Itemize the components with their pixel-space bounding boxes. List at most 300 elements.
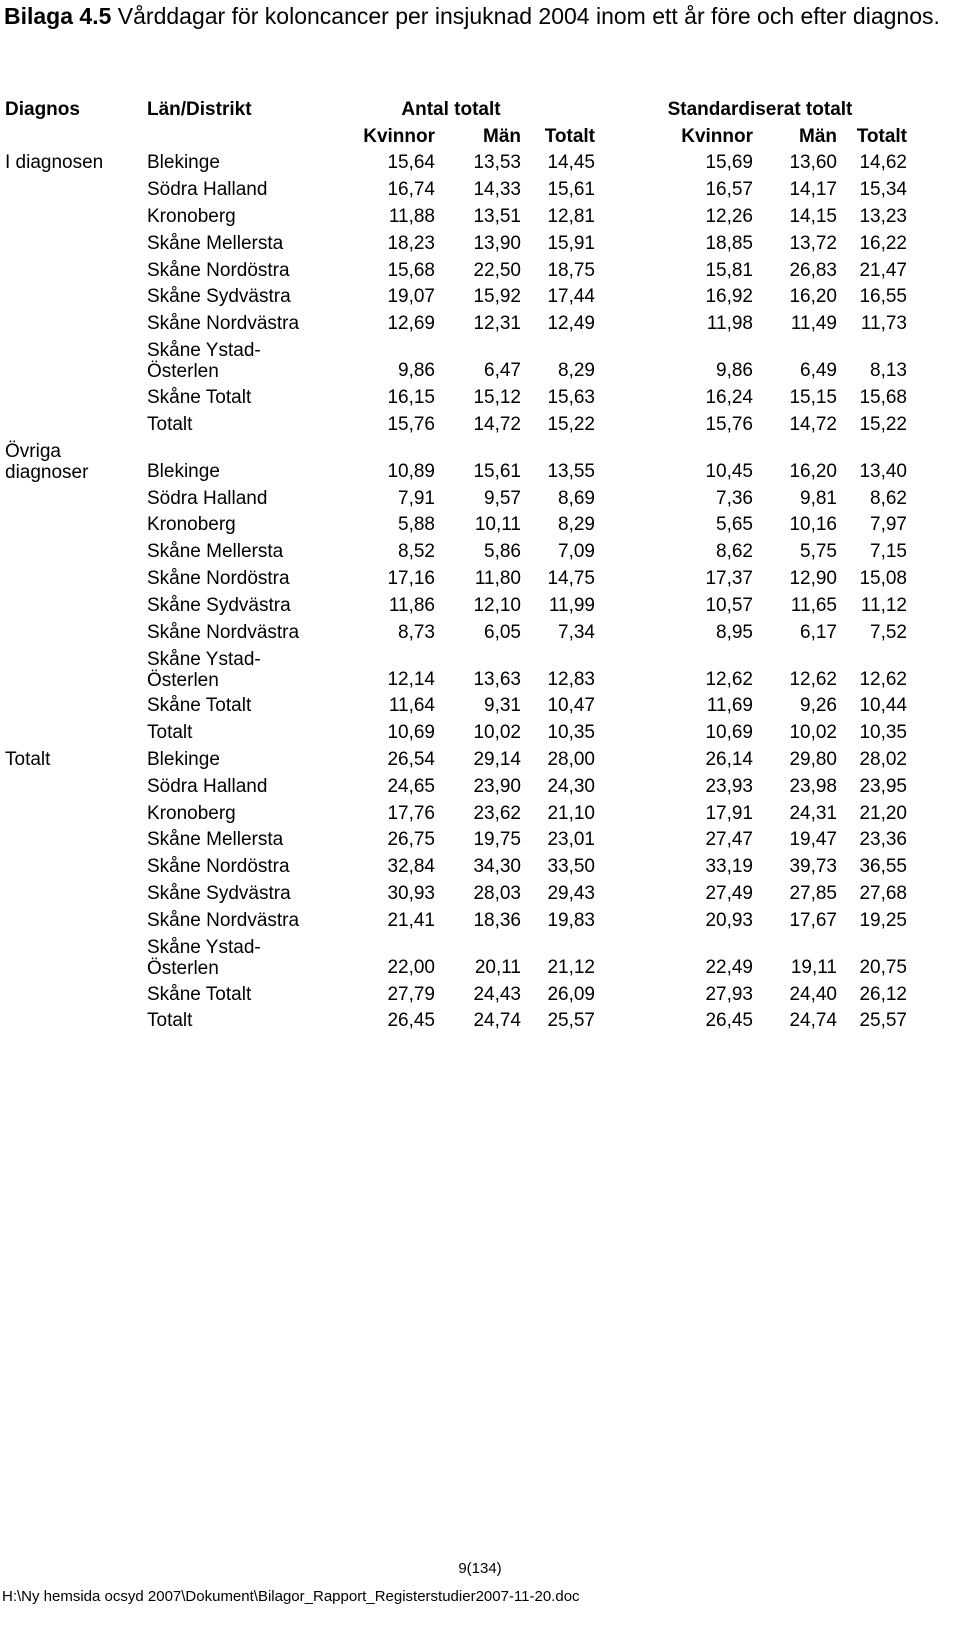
table-row — [5, 590, 907, 617]
table-row — [5, 510, 907, 537]
region-name: Skåne Nordvästra — [147, 909, 300, 931]
value-man: 13,51 — [473, 205, 521, 227]
header-antal-totalt: Antal totalt — [401, 98, 501, 120]
value-totalt: 25,57 — [547, 1010, 595, 1032]
table-header — [5, 94, 907, 148]
value-std-man: 24,31 — [789, 802, 837, 824]
value-std-man: 19,47 — [789, 829, 837, 851]
value-kvinnor: 10,69 — [387, 722, 435, 744]
table-row — [5, 825, 907, 852]
value-man: 24,43 — [473, 983, 521, 1005]
table-row — [5, 744, 907, 771]
value-std-man: 24,74 — [789, 1010, 837, 1032]
table-row — [5, 335, 907, 382]
header-std-man: Män — [799, 125, 837, 147]
value-totalt: 24,30 — [547, 775, 595, 797]
value-kvinnor: 32,84 — [387, 856, 435, 878]
value-totalt: 21,10 — [547, 802, 595, 824]
value-std-kvinnor: 16,57 — [705, 179, 753, 201]
value-kvinnor: 9,86 — [398, 360, 435, 382]
region-name: Södra Halland — [147, 775, 268, 797]
value-std-totalt: 15,68 — [859, 386, 907, 408]
value-std-kvinnor: 10,45 — [705, 460, 753, 482]
region-name: Skåne Mellersta — [147, 232, 284, 254]
value-totalt: 15,63 — [547, 386, 595, 408]
table-row — [5, 148, 907, 175]
region-name: Skåne Mellersta — [147, 829, 284, 851]
value-std-man: 14,15 — [789, 205, 837, 227]
value-man: 10,02 — [473, 722, 521, 744]
region-name: Skåne Nordöstra — [147, 567, 290, 589]
value-kvinnor: 26,75 — [387, 829, 435, 851]
value-man: 29,14 — [473, 748, 521, 770]
region-name: Skåne Sydvästra — [147, 882, 291, 904]
value-totalt: 10,35 — [547, 722, 595, 744]
value-totalt: 14,75 — [547, 567, 595, 589]
header-empty — [5, 121, 147, 148]
value-kvinnor: 26,54 — [387, 748, 435, 770]
value-kvinnor: 27,79 — [387, 983, 435, 1005]
value-std-man: 9,81 — [800, 487, 837, 509]
value-kvinnor: 17,16 — [387, 567, 435, 589]
value-std-totalt: 21,20 — [859, 802, 907, 824]
value-man: 12,31 — [473, 313, 521, 335]
value-std-totalt: 19,25 — [859, 909, 907, 931]
region-name: Totalt — [147, 1010, 193, 1032]
table-row — [5, 174, 907, 201]
value-std-totalt: 10,35 — [859, 722, 907, 744]
value-std-kvinnor: 33,19 — [705, 856, 753, 878]
value-kvinnor: 24,65 — [387, 775, 435, 797]
value-std-totalt: 15,22 — [859, 413, 907, 435]
value-std-kvinnor: 10,57 — [705, 594, 753, 616]
value-std-man: 23,98 — [789, 775, 837, 797]
value-totalt: 26,09 — [547, 983, 595, 1005]
value-man: 18,36 — [473, 909, 521, 931]
table-row — [5, 436, 907, 483]
value-std-kvinnor: 17,91 — [705, 802, 753, 824]
table-row — [5, 483, 907, 510]
region-name: Blekinge — [147, 460, 220, 482]
value-totalt: 8,29 — [558, 514, 595, 536]
table-row — [5, 1006, 907, 1033]
value-totalt: 8,69 — [558, 487, 595, 509]
header-kvinnor: Kvinnor — [363, 125, 435, 147]
value-std-kvinnor: 15,81 — [705, 259, 753, 281]
table-row — [5, 255, 907, 282]
value-kvinnor: 21,41 — [387, 909, 435, 931]
value-std-kvinnor: 26,45 — [705, 1010, 753, 1032]
value-std-man: 16,20 — [789, 460, 837, 482]
value-kvinnor: 17,76 — [387, 802, 435, 824]
value-std-man: 11,65 — [790, 594, 837, 616]
value-std-man: 14,17 — [789, 179, 837, 201]
value-totalt: 28,00 — [547, 748, 595, 770]
column-gap — [595, 409, 613, 436]
header-row-groups — [5, 94, 907, 121]
value-man: 6,47 — [484, 360, 521, 382]
value-totalt: 19,83 — [547, 909, 595, 931]
value-std-totalt: 7,15 — [870, 541, 907, 563]
column-gap — [595, 691, 613, 718]
column-gap — [595, 771, 613, 798]
value-totalt: 15,61 — [547, 179, 595, 201]
value-std-kvinnor: 15,69 — [705, 152, 753, 174]
value-man: 10,11 — [474, 514, 521, 536]
value-totalt: 17,44 — [547, 286, 595, 308]
column-gap — [595, 617, 613, 644]
value-man: 23,62 — [473, 802, 521, 824]
table-row — [5, 851, 907, 878]
value-std-totalt: 13,23 — [859, 205, 907, 227]
region-name: Skåne Sydvästra — [147, 594, 291, 616]
value-std-kvinnor: 26,14 — [705, 748, 753, 770]
diagnosis-group-label: Övriga diagnoser — [5, 440, 89, 483]
value-std-kvinnor: 18,85 — [705, 232, 753, 254]
value-std-kvinnor: 27,49 — [705, 882, 753, 904]
value-std-man: 12,62 — [789, 668, 837, 690]
value-std-totalt: 13,40 — [859, 460, 907, 482]
column-gap — [595, 932, 613, 979]
value-std-totalt: 28,02 — [859, 748, 907, 770]
footer-file-path: H:\Ny hemsida ocsyd 2007\Dokument\Bilagor_Rapport_Registerstudier2007-11-20.doc — [2, 1588, 580, 1605]
diagnosis-group-empty — [5, 878, 147, 905]
value-totalt: 29,43 — [547, 882, 595, 904]
value-man: 15,61 — [473, 460, 521, 482]
value-totalt: 10,47 — [547, 695, 595, 717]
diagnosis-group-empty — [5, 409, 147, 436]
value-std-totalt: 7,52 — [870, 621, 907, 643]
diagnosis-group-empty — [5, 536, 147, 563]
diagnosis-group-empty — [5, 825, 147, 852]
column-gap — [595, 282, 613, 309]
table-row — [5, 409, 907, 436]
header-std-totalt: Totalt — [856, 125, 907, 147]
value-man: 9,57 — [484, 487, 521, 509]
value-man: 14,72 — [473, 413, 521, 435]
value-std-totalt: 15,34 — [859, 179, 907, 201]
diagnosis-group-empty — [5, 979, 147, 1006]
value-man: 6,05 — [484, 621, 521, 643]
value-std-man: 13,60 — [789, 152, 837, 174]
value-kvinnor: 11,88 — [388, 205, 435, 227]
value-totalt: 11,99 — [548, 594, 595, 616]
value-totalt: 8,29 — [558, 360, 595, 382]
value-std-man: 10,02 — [789, 722, 837, 744]
value-std-totalt: 23,36 — [859, 829, 907, 851]
region-name: Blekinge — [147, 152, 220, 174]
value-std-totalt: 23,95 — [859, 775, 907, 797]
value-kvinnor: 12,69 — [387, 313, 435, 335]
value-man: 5,86 — [484, 541, 521, 563]
value-man: 23,90 — [473, 775, 521, 797]
region-name: Skåne Totalt — [147, 695, 252, 717]
value-totalt: 14,45 — [547, 152, 595, 174]
value-man: 9,31 — [484, 695, 521, 717]
value-man: 13,90 — [473, 232, 521, 254]
value-std-totalt: 20,75 — [859, 956, 907, 978]
value-std-totalt: 21,47 — [859, 259, 907, 281]
value-std-kvinnor: 27,93 — [705, 983, 753, 1005]
value-std-man: 17,67 — [789, 909, 837, 931]
value-std-man: 14,72 — [789, 413, 837, 435]
value-man: 34,30 — [473, 856, 521, 878]
column-gap — [595, 228, 613, 255]
value-std-man: 9,26 — [800, 695, 837, 717]
diagnosis-group-empty — [5, 771, 147, 798]
table-body — [5, 148, 907, 1033]
value-std-man: 19,11 — [790, 956, 837, 978]
value-std-totalt: 36,55 — [859, 856, 907, 878]
diagnosis-group-empty — [5, 228, 147, 255]
diagnosis-group-empty — [5, 798, 147, 825]
diagnosis-group-empty — [5, 201, 147, 228]
value-man: 15,92 — [473, 286, 521, 308]
value-man: 11,80 — [474, 567, 521, 589]
diagnosis-group-empty — [5, 644, 147, 691]
region-name: Totalt — [147, 722, 193, 744]
column-gap — [595, 979, 613, 1006]
value-std-kvinnor: 8,95 — [716, 621, 753, 643]
value-std-man: 12,90 — [789, 567, 837, 589]
value-std-man: 11,49 — [790, 313, 837, 335]
value-std-totalt: 26,12 — [859, 983, 907, 1005]
value-std-man: 16,20 — [789, 286, 837, 308]
page-number: 9(134) — [458, 1560, 502, 1577]
column-gap — [595, 148, 613, 175]
value-kvinnor: 12,14 — [387, 668, 435, 690]
value-man: 19,75 — [473, 829, 521, 851]
value-kvinnor: 10,89 — [387, 460, 435, 482]
value-std-man: 6,49 — [800, 360, 837, 382]
value-std-man: 5,75 — [800, 541, 837, 563]
value-kvinnor: 8,73 — [398, 621, 435, 643]
region-name: Skåne Ystad- Österlen — [147, 648, 261, 691]
value-kvinnor: 16,15 — [387, 386, 435, 408]
value-kvinnor: 11,86 — [388, 594, 435, 616]
title-appendix-number: Bilaga 4.5 — [4, 3, 112, 29]
column-gap — [595, 825, 613, 852]
table-row — [5, 382, 907, 409]
diagnosis-group-empty — [5, 308, 147, 335]
value-totalt: 7,34 — [558, 621, 595, 643]
value-std-man: 29,80 — [789, 748, 837, 770]
value-std-man: 10,16 — [789, 514, 837, 536]
value-std-kvinnor: 5,65 — [716, 514, 753, 536]
value-man: 24,74 — [473, 1010, 521, 1032]
header-standardiserat-totalt: Standardiserat totalt — [667, 98, 853, 120]
region-name: Skåne Nordvästra — [147, 621, 300, 643]
column-gap — [595, 255, 613, 282]
value-std-totalt: 16,22 — [859, 232, 907, 254]
column-gap — [595, 744, 613, 771]
value-std-kvinnor: 22,49 — [705, 956, 753, 978]
column-gap — [595, 308, 613, 335]
region-name: Totalt — [147, 413, 193, 435]
value-std-man: 26,83 — [789, 259, 837, 281]
value-kvinnor: 15,76 — [387, 413, 435, 435]
value-kvinnor: 15,68 — [387, 259, 435, 281]
column-gap — [595, 174, 613, 201]
diagnosis-group-empty — [5, 691, 147, 718]
value-kvinnor: 8,52 — [398, 541, 435, 563]
table-row — [5, 878, 907, 905]
table-row — [5, 563, 907, 590]
diagnosis-group-empty — [5, 590, 147, 617]
value-std-man: 24,40 — [789, 983, 837, 1005]
value-std-totalt: 8,62 — [870, 487, 907, 509]
value-std-kvinnor: 16,24 — [705, 386, 753, 408]
column-gap — [595, 483, 613, 510]
header-empty — [147, 121, 307, 148]
value-std-kvinnor: 7,36 — [716, 487, 753, 509]
value-totalt: 15,22 — [547, 413, 595, 435]
value-std-kvinnor: 11,69 — [706, 695, 753, 717]
value-totalt: 7,09 — [558, 541, 595, 563]
column-gap — [595, 563, 613, 590]
value-totalt: 21,12 — [547, 956, 595, 978]
header-man: Män — [483, 125, 521, 147]
column-gap — [595, 335, 613, 382]
value-std-kvinnor: 27,47 — [705, 829, 753, 851]
value-kvinnor: 18,23 — [387, 232, 435, 254]
diagnosis-group-empty — [5, 255, 147, 282]
value-std-kvinnor: 9,86 — [716, 360, 753, 382]
document-title — [4, 2, 944, 30]
value-kvinnor: 22,00 — [387, 956, 435, 978]
region-name: Skåne Nordöstra — [147, 856, 290, 878]
value-std-man: 39,73 — [789, 856, 837, 878]
column-gap — [595, 382, 613, 409]
value-std-totalt: 11,12 — [860, 594, 907, 616]
value-std-totalt: 27,68 — [859, 882, 907, 904]
table-row — [5, 282, 907, 309]
table-row — [5, 691, 907, 718]
column-gap — [595, 590, 613, 617]
value-std-totalt: 14,62 — [859, 152, 907, 174]
region-name: Skåne Sydvästra — [147, 286, 291, 308]
diagnosis-group-empty — [5, 905, 147, 932]
value-man: 12,10 — [473, 594, 521, 616]
value-std-kvinnor: 23,93 — [705, 775, 753, 797]
region-name: Kronoberg — [147, 802, 236, 824]
header-gap — [595, 121, 613, 148]
column-gap — [595, 851, 613, 878]
header-region: Län/Distrikt — [147, 98, 252, 120]
column-gap — [595, 436, 613, 483]
table-row — [5, 905, 907, 932]
region-name: Kronoberg — [147, 205, 236, 227]
diagnosis-group-empty — [5, 932, 147, 979]
value-totalt: 18,75 — [547, 259, 595, 281]
value-man: 20,11 — [474, 956, 521, 978]
value-std-kvinnor: 10,69 — [705, 722, 753, 744]
header-totalt: Totalt — [544, 125, 595, 147]
value-totalt: 23,01 — [547, 829, 595, 851]
value-kvinnor: 15,64 — [387, 152, 435, 174]
column-gap — [595, 201, 613, 228]
diagnosis-group-empty — [5, 617, 147, 644]
value-std-totalt: 10,44 — [859, 695, 907, 717]
region-name: Kronoberg — [147, 514, 236, 536]
region-name: Södra Halland — [147, 179, 268, 201]
table-row — [5, 228, 907, 255]
value-std-totalt: 25,57 — [859, 1010, 907, 1032]
value-totalt: 12,83 — [547, 668, 595, 690]
value-totalt: 12,49 — [547, 313, 595, 335]
header-row-sub — [5, 121, 907, 148]
value-std-kvinnor: 15,76 — [705, 413, 753, 435]
value-man: 13,63 — [473, 668, 521, 690]
region-name: Skåne Nordvästra — [147, 313, 300, 335]
value-totalt: 13,55 — [547, 460, 595, 482]
diagnosis-group-empty — [5, 563, 147, 590]
column-gap — [595, 510, 613, 537]
table-row — [5, 617, 907, 644]
region-name: Skåne Ystad- Österlen — [147, 936, 261, 979]
column-gap — [595, 536, 613, 563]
care-days-table — [5, 94, 907, 1032]
value-std-kvinnor: 11,98 — [706, 313, 753, 335]
value-totalt: 12,81 — [547, 205, 595, 227]
value-std-totalt: 15,08 — [859, 567, 907, 589]
table-row — [5, 798, 907, 825]
value-std-kvinnor: 8,62 — [716, 541, 753, 563]
diagnosis-group-empty — [5, 335, 147, 382]
column-gap — [595, 798, 613, 825]
diagnosis-group-label: Totalt — [5, 748, 51, 770]
value-man: 22,50 — [473, 259, 521, 281]
value-man: 13,53 — [473, 152, 521, 174]
region-name: Skåne Mellersta — [147, 541, 284, 563]
table-row — [5, 771, 907, 798]
value-kvinnor: 19,07 — [387, 286, 435, 308]
diagnosis-group-empty — [5, 851, 147, 878]
value-man: 14,33 — [473, 179, 521, 201]
diagnosis-group-empty — [5, 483, 147, 510]
table-row — [5, 308, 907, 335]
table-row — [5, 717, 907, 744]
table-row — [5, 932, 907, 979]
table-row — [5, 979, 907, 1006]
table-row — [5, 201, 907, 228]
value-man: 28,03 — [473, 882, 521, 904]
header-std-kvinnor: Kvinnor — [681, 125, 753, 147]
value-std-kvinnor: 12,62 — [705, 668, 753, 690]
value-man: 15,12 — [473, 386, 521, 408]
value-totalt: 15,91 — [547, 232, 595, 254]
value-kvinnor: 11,64 — [388, 695, 435, 717]
diagnosis-group-empty — [5, 174, 147, 201]
value-std-totalt: 11,73 — [860, 313, 907, 335]
region-name: Södra Halland — [147, 487, 268, 509]
header-gap — [595, 94, 613, 121]
diagnosis-group-label: I diagnosen — [5, 152, 104, 174]
column-gap — [595, 1006, 613, 1033]
value-kvinnor: 26,45 — [387, 1010, 435, 1032]
value-std-totalt: 16,55 — [859, 286, 907, 308]
value-std-man: 27,85 — [789, 882, 837, 904]
value-std-kvinnor: 12,26 — [705, 205, 753, 227]
region-name: Skåne Ystad- Österlen — [147, 340, 261, 383]
diagnosis-group-empty — [5, 282, 147, 309]
value-totalt: 33,50 — [547, 856, 595, 878]
value-kvinnor: 16,74 — [387, 179, 435, 201]
header-diagnos: Diagnos — [5, 98, 80, 120]
diagnosis-group-empty — [5, 717, 147, 744]
region-name: Skåne Totalt — [147, 386, 252, 408]
region-name: Skåne Totalt — [147, 983, 252, 1005]
